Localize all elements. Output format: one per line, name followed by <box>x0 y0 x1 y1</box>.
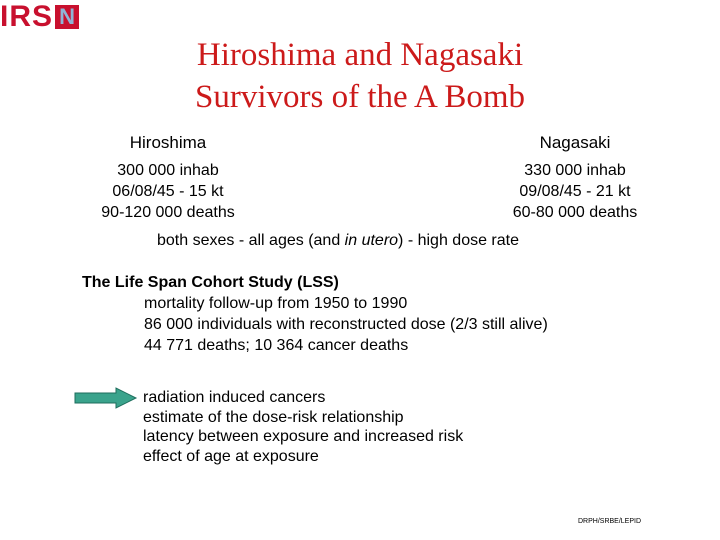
footer-reference: DRPH/SRBE/LEPID <box>578 518 642 525</box>
effects-list <box>143 388 463 466</box>
title-line-1: Hiroshima and Nagasaki <box>196 37 524 73</box>
population-note-suffix: ) - high dose rate <box>398 232 519 249</box>
lss-section <box>82 272 548 356</box>
nagasaki-date-yield: 09/08/45 - 21 kt <box>519 183 631 200</box>
hiroshima-heading: Hiroshima <box>129 133 207 152</box>
slide-title <box>120 34 600 118</box>
hiroshima-population: 300 000 inhab <box>117 162 219 179</box>
effect-item: estimate of the dose-risk relationship <box>143 408 404 426</box>
nagasaki-deaths: 60-80 000 deaths <box>512 204 638 221</box>
title-line-2: Survivors of the A Bomb <box>194 79 526 115</box>
nagasaki-heading: Nagasaki <box>539 133 611 152</box>
effect-item: radiation induced cancers <box>143 389 326 406</box>
lss-item: mortality follow-up from 1950 to 1990 <box>144 295 408 312</box>
irsn-logo <box>0 0 79 34</box>
population-note-italic: in utero <box>344 232 399 249</box>
effect-item: effect of age at exposure <box>143 447 319 465</box>
logo-n-box: N <box>55 5 79 29</box>
hiroshima-deaths: 90-120 000 deaths <box>101 204 235 221</box>
population-note <box>157 232 519 250</box>
lss-item: 86 000 individuals with reconstructed dose (2/3 still alive) <box>144 316 548 333</box>
effect-item: latency between exposure and increased risk <box>143 428 464 445</box>
hiroshima-date-yield: 06/08/45 - 15 kt <box>112 183 224 200</box>
lss-item: 44 771 deaths; 10 364 cancer deaths <box>144 337 409 354</box>
population-note-prefix: both sexes - all ages (and <box>157 232 345 249</box>
nagasaki-column <box>490 132 660 223</box>
arrow-right-icon <box>74 387 138 409</box>
lss-heading: The Life Span Cohort Study (LSS) <box>82 274 339 291</box>
hiroshima-column <box>78 132 258 223</box>
nagasaki-population: 330 000 inhab <box>524 162 626 179</box>
logo-text: IRS <box>0 0 54 33</box>
